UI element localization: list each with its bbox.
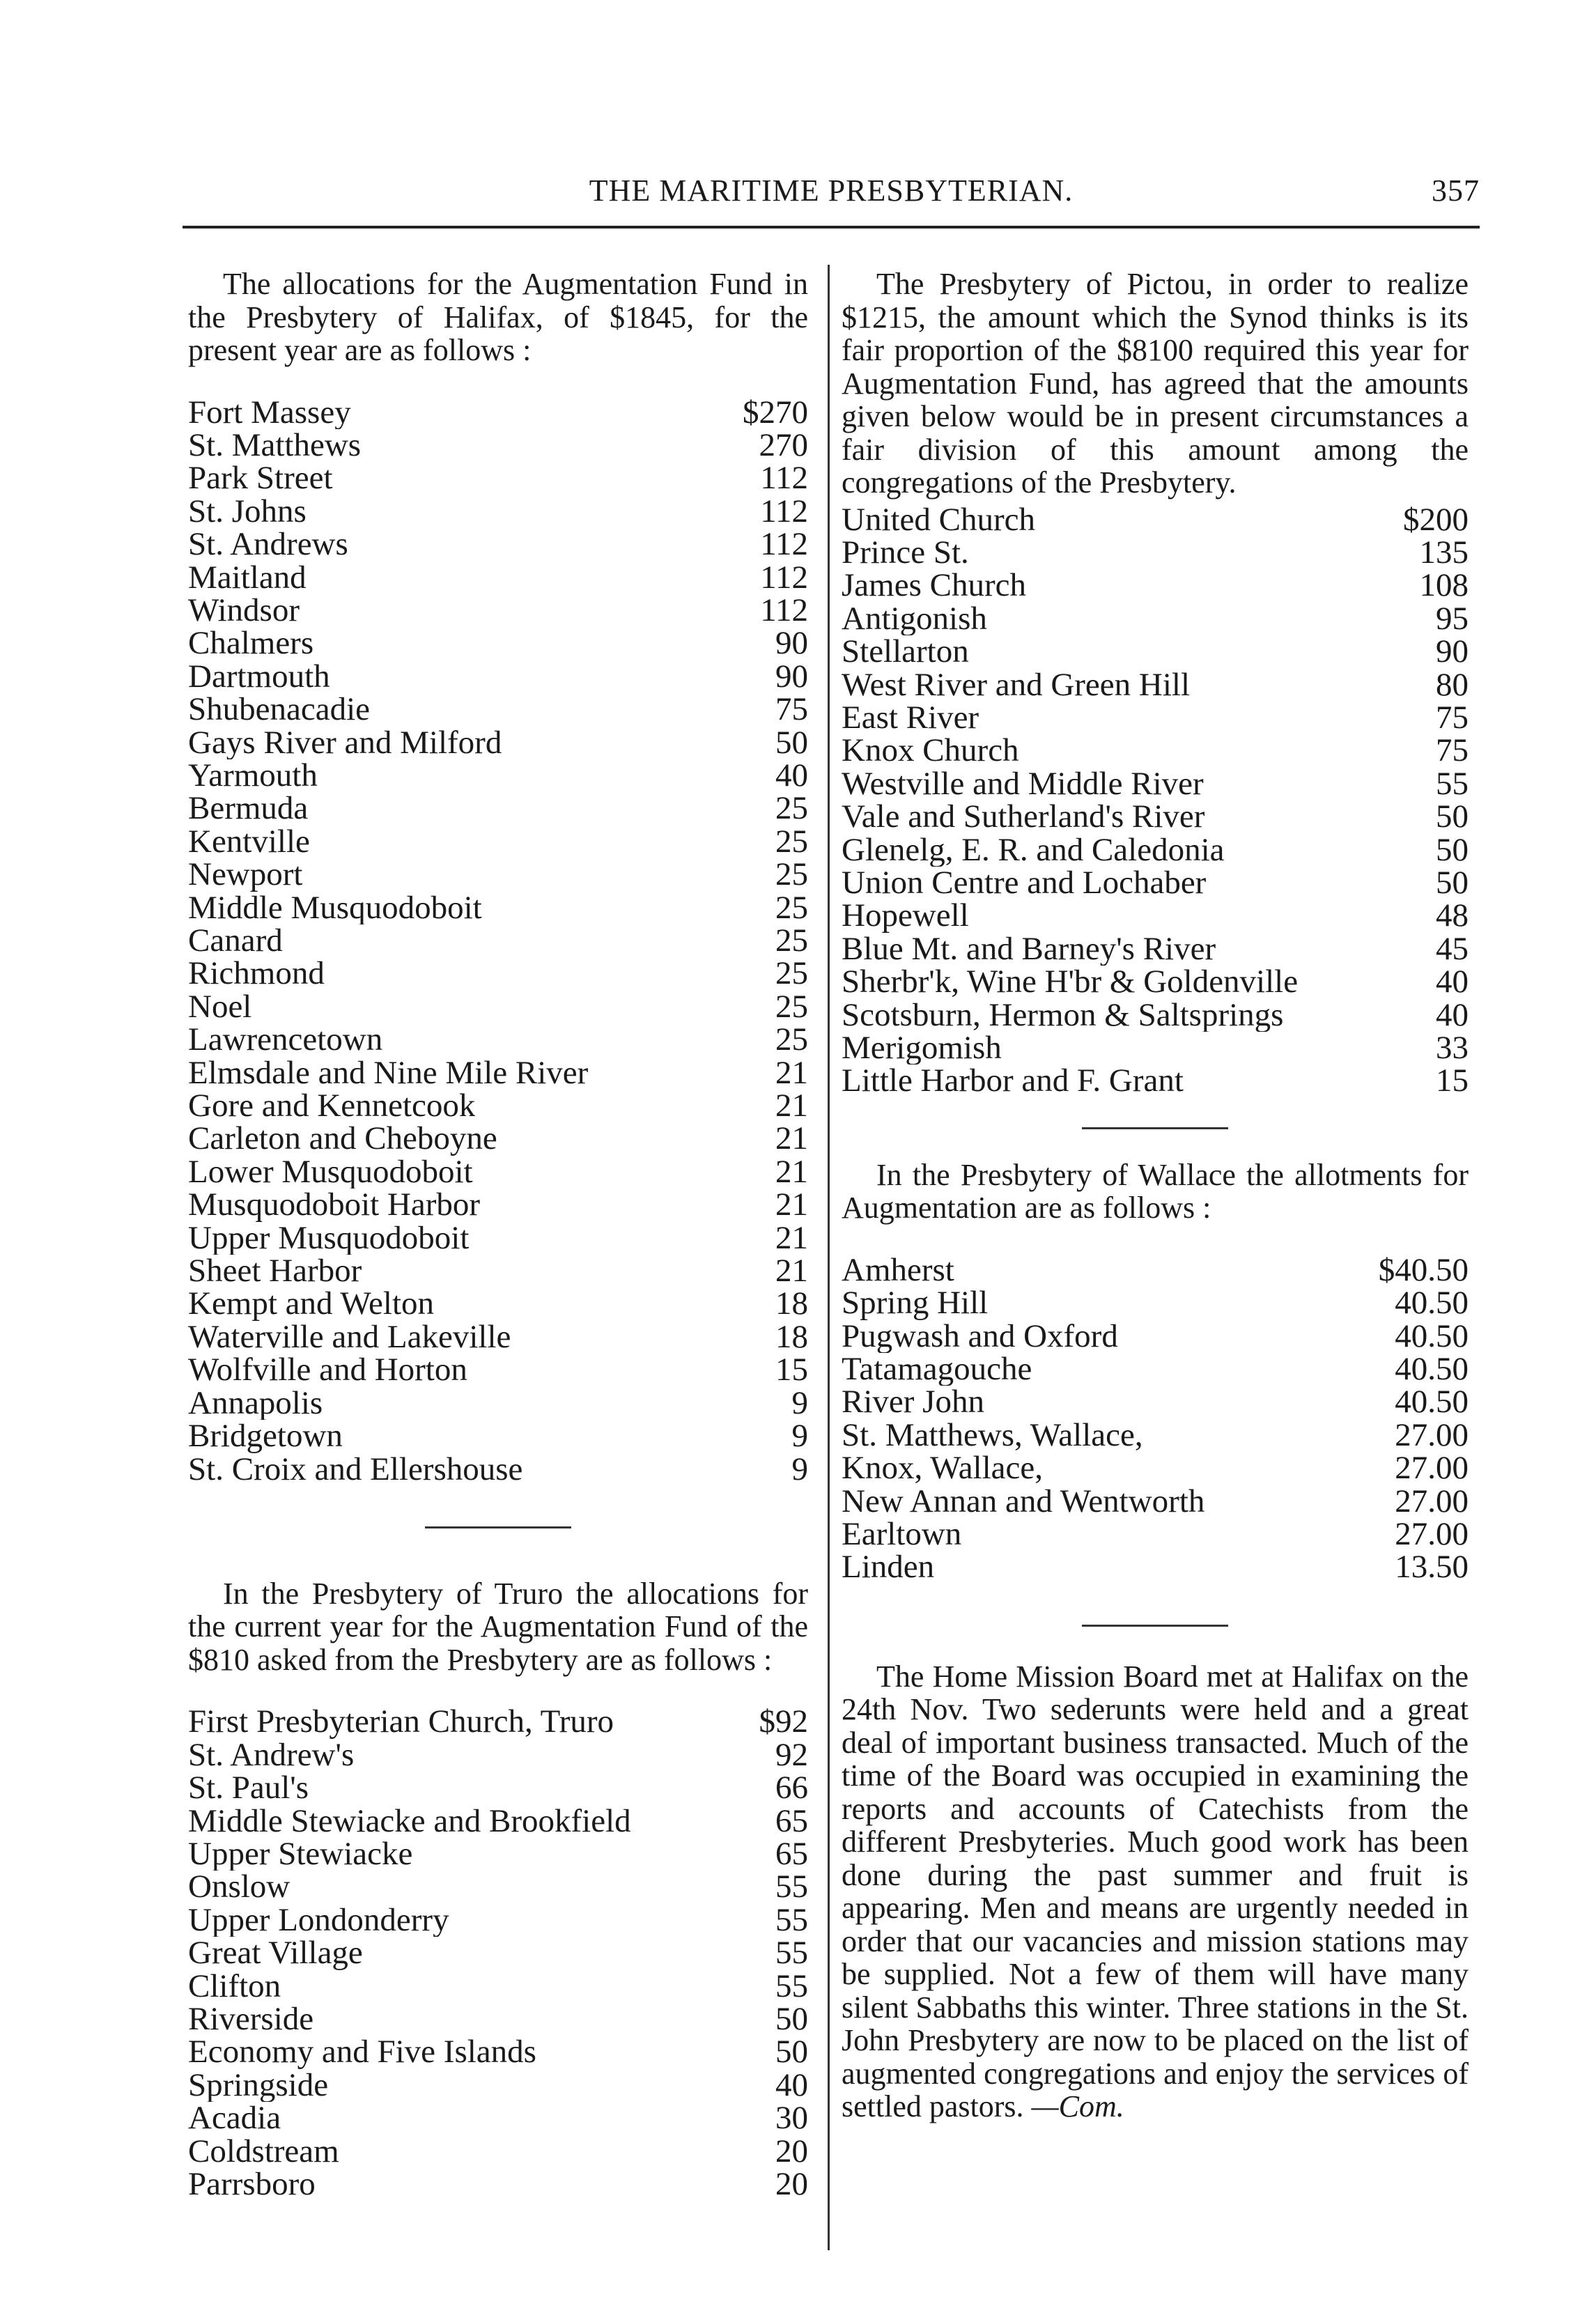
allocation-amount: 40.50: [1395, 1384, 1469, 1421]
congregation-name: Noel: [188, 990, 252, 1024]
list-item: [188, 559, 808, 596]
allocation-amount: $200: [1403, 501, 1469, 538]
allocation-amount: 112: [760, 460, 808, 497]
allocation-amount: 27.00: [1395, 1416, 1469, 1453]
list-item: [842, 734, 1469, 767]
list-item: [188, 1090, 808, 1122]
congregation-name: Economy and Five Islands: [188, 2036, 536, 2069]
congregation-name: St. Matthews: [188, 428, 362, 463]
congregation-name: St. Croix and Ellershouse: [188, 1453, 523, 1486]
truro-allocation-list: [188, 1705, 808, 2201]
list-item: [188, 396, 808, 429]
allocation-amount: 66: [775, 1770, 808, 1806]
congregation-name: Tatamagouche: [842, 1353, 1032, 1386]
pictou-allocation-list: [842, 501, 1469, 1099]
signoff: —Com.: [1031, 2089, 1124, 2124]
list-item: [842, 1485, 1469, 1518]
list-item: [188, 889, 808, 926]
congregation-name: West River and Green Hill: [842, 668, 1191, 702]
allocation-amount: 33: [1436, 1030, 1469, 1066]
allocation-amount: 270: [759, 426, 808, 463]
list-item: [188, 1450, 808, 1487]
allocation-amount: 27.00: [1395, 1516, 1469, 1553]
allocation-amount: 25: [775, 922, 808, 959]
list-item: [842, 765, 1469, 802]
allocation-amount: 112: [760, 526, 808, 563]
allocation-amount: 90: [775, 625, 808, 662]
congregation-name: Parrsboro: [188, 2168, 316, 2201]
list-item: [842, 666, 1469, 703]
congregation-name: Antigonish: [842, 602, 987, 636]
list-item: [188, 2066, 808, 2103]
list-item: [188, 924, 808, 957]
pictou-intro: The Presbytery of Pictou, in order to realize $1215, the amount which the Synod thinks is its fair proportion of the $8100 required this year for Augmentation Fund, has agreed that the amounts given below would be in present circumstances a fair division of this amount among the congregations of the Presbytery.: [842, 267, 1469, 500]
allocation-amount: 48: [1436, 897, 1469, 934]
list-item: [842, 899, 1469, 932]
list-item: [842, 1384, 1469, 1421]
list-item: [188, 693, 808, 726]
congregation-name: Knox, Wallace,: [842, 1452, 1043, 1485]
list-item: [188, 1802, 808, 1839]
allocation-amount: 21: [775, 1153, 808, 1190]
list-item: [188, 591, 808, 628]
allocation-amount: 55: [775, 1935, 808, 1972]
congregation-name: Vale and Sutherland's River: [842, 800, 1205, 834]
allocation-amount: 40.50: [1395, 1317, 1469, 1354]
allocation-amount: 80: [1436, 666, 1469, 703]
allocation-amount: 21: [775, 1253, 808, 1290]
list-item: [842, 1353, 1469, 1386]
allocation-amount: 20: [775, 2133, 808, 2169]
list-item: [188, 2034, 808, 2071]
congregation-name: James Church: [842, 569, 1026, 603]
allocation-amount: 55: [1436, 765, 1469, 802]
allocation-amount: 25: [775, 1021, 808, 1058]
congregation-name: Kentville: [188, 825, 310, 859]
column-divider: [828, 265, 830, 2250]
list-item: [188, 1838, 808, 1871]
allocation-amount: 50: [775, 2034, 808, 2071]
congregation-name: Annapolis: [188, 1386, 323, 1421]
congregation-name: Fort Massey: [188, 396, 351, 429]
congregation-name: Gore and Kennetcook: [188, 1090, 476, 1123]
allocation-amount: 15: [1436, 1062, 1469, 1099]
list-item: [188, 1219, 808, 1256]
list-item: [842, 1062, 1469, 1099]
allocation-amount: 25: [775, 889, 808, 926]
allocation-amount: 135: [1419, 534, 1469, 571]
allocation-amount: 40: [775, 2066, 808, 2103]
allocation-amount: 40: [1436, 996, 1469, 1033]
list-item: [188, 1186, 808, 1223]
allocation-amount: 27.00: [1395, 1483, 1469, 1519]
congregation-name: Carleton and Cheboyne: [188, 1122, 497, 1156]
list-item: [842, 800, 1469, 833]
allocation-amount: 25: [775, 988, 808, 1025]
congregation-name: Glenelg, E. R. and Caledonia: [842, 833, 1225, 867]
allocation-amount: 25: [775, 790, 808, 827]
allocation-amount: 21: [775, 1186, 808, 1223]
list-item: [842, 1551, 1469, 1584]
congregation-name: Sheet Harbor: [188, 1255, 362, 1288]
congregation-name: Park Street: [188, 462, 333, 495]
list-item: [842, 1452, 1469, 1485]
allocation-amount: 15: [775, 1352, 808, 1388]
wallace-intro: In the Presbytery of Wallace the allotments for Augmentation are as follows :: [842, 1157, 1469, 1225]
congregation-name: Musquodoboit Harbor: [188, 1189, 481, 1222]
right-column: [842, 268, 1469, 2123]
congregation-name: Upper Musquodoboit: [188, 1221, 470, 1255]
congregation-name: Blue Mt. and Barney's River: [842, 932, 1216, 966]
allocation-amount: 25: [775, 823, 808, 860]
list-item: [188, 1868, 808, 1905]
allocation-amount: 55: [775, 1901, 808, 1938]
congregation-name: St. Andrews: [188, 528, 348, 562]
congregation-name: Great Village: [188, 1937, 363, 1970]
congregation-name: Linden: [842, 1551, 935, 1584]
list-item: [842, 1416, 1469, 1453]
congregation-name: Stellarton: [842, 635, 969, 669]
congregation-name: Little Harbor and F. Grant: [842, 1065, 1184, 1098]
congregation-name: New Annan and Wentworth: [842, 1485, 1205, 1519]
list-item: [188, 1967, 808, 2004]
list-item: [842, 1032, 1469, 1065]
congregation-name: Sherbr'k, Wine H'br & Goldenville: [842, 966, 1299, 999]
list-item: [842, 1251, 1469, 1288]
list-item: [188, 660, 808, 693]
congregation-name: Bermuda: [188, 792, 309, 826]
allocation-amount: 21: [775, 1054, 808, 1091]
list-item: [842, 1518, 1469, 1551]
congregation-name: Coldstream: [188, 2135, 339, 2169]
allocation-amount: 95: [1436, 600, 1469, 637]
congregation-name: Westville and Middle River: [842, 767, 1204, 801]
congregation-name: Merigomish: [842, 1032, 1002, 1065]
allocation-amount: 9: [791, 1418, 808, 1455]
allocation-amount: 21: [775, 1219, 808, 1256]
allocation-amount: 18: [775, 1285, 808, 1322]
congregation-name: River John: [842, 1386, 984, 1419]
allocation-amount: 92: [775, 1736, 808, 1773]
congregation-name: Scotsburn, Hermon & Saltsprings: [842, 998, 1284, 1032]
allocation-amount: 9: [791, 1384, 808, 1421]
list-item: [842, 1317, 1469, 1354]
list-item: [842, 536, 1469, 569]
congregation-name: Hopewell: [842, 899, 969, 933]
allocation-amount: 40: [775, 757, 808, 794]
congregation-name: First Presbyterian Church, Truro: [188, 1705, 614, 1739]
home-mission-paragraph: [842, 1660, 1469, 2123]
allocation-amount: 21: [775, 1120, 808, 1157]
list-item: [188, 426, 808, 463]
list-item: [188, 1384, 808, 1421]
list-item: [188, 1420, 808, 1453]
list-item: [188, 627, 808, 660]
congregation-name: Kempt and Welton: [188, 1287, 435, 1321]
congregation-name: Knox Church: [842, 734, 1019, 768]
allocation-amount: 50: [1436, 831, 1469, 868]
congregation-name: Union Centre and Lochaber: [842, 866, 1207, 900]
congregation-name: Lower Musquodoboit: [188, 1155, 473, 1189]
allocation-amount: 90: [1436, 633, 1469, 670]
list-item: [842, 569, 1469, 602]
congregation-name: Waterville and Lakeville: [188, 1320, 511, 1354]
list-item: [188, 858, 808, 891]
allocation-amount: 40.50: [1395, 1285, 1469, 1322]
allocation-amount: 112: [760, 559, 808, 596]
allocation-amount: 50: [775, 724, 808, 761]
congregation-name: Richmond: [188, 957, 325, 991]
list-item: [188, 759, 808, 792]
allocation-amount: 50: [1436, 798, 1469, 835]
congregation-name: St. Johns: [188, 495, 307, 529]
congregation-name: Middle Stewiacke and Brookfield: [188, 1804, 631, 1839]
header-rule: [183, 226, 1480, 229]
list-item: [188, 2168, 808, 2201]
congregation-name: Yarmouth: [188, 759, 318, 793]
congregation-name: Lawrencetown: [188, 1023, 383, 1057]
list-item: [188, 495, 808, 528]
list-item: [842, 699, 1469, 736]
allocation-amount: 13.50: [1395, 1549, 1469, 1586]
congregation-name: Gays River and Milford: [188, 726, 502, 759]
list-item: [188, 1287, 808, 1320]
list-item: [188, 1705, 808, 1738]
congregation-name: Dartmouth: [188, 660, 330, 694]
congregation-name: Middle Musquodoboit: [188, 891, 482, 924]
list-item: [842, 864, 1469, 901]
congregation-name: Pugwash and Oxford: [842, 1319, 1118, 1354]
allocation-amount: 112: [760, 493, 808, 529]
allocation-amount: 90: [775, 658, 808, 695]
allocation-amount: 9: [791, 1450, 808, 1487]
list-item: [188, 1054, 808, 1091]
allocation-amount: 45: [1436, 930, 1469, 967]
allocation-amount: 75: [1436, 732, 1469, 769]
allocation-amount: 21: [775, 1088, 808, 1124]
left-column: [188, 268, 808, 2201]
list-item: [842, 1285, 1469, 1322]
list-item: [842, 600, 1469, 637]
congregation-name: Riverside: [188, 2003, 314, 2036]
list-item: [188, 462, 808, 495]
list-item: [842, 996, 1469, 1033]
allocation-amount: 55: [775, 1967, 808, 2004]
allocation-amount: 27.00: [1395, 1450, 1469, 1487]
allocation-amount: 75: [775, 691, 808, 728]
truro-intro: In the Presbytery of Truro the allocations for the current year for the Augmentation Fund of the $810 asked from the Presbytery are as follows :: [188, 1576, 808, 1677]
home-mission-text: The Home Mission Board met at Halifax on the 24th Nov. Two sederunts were held and a great deal of important business transacted. Much of the time of the Board was occupied in examining the reports and accounts of Catechists from the different Presbyteries. Much good work has been done during the past summer and fruit is appearing. Men and means are urgently needed in order that our vacancies and mission stations may be supplied. Not a few of them will have many silent Sabbaths this winter. Three stations in the St. John Presbytery are now to be placed on the list of augmented congregations and enjoy the services of settled pastors.: [842, 1659, 1469, 2124]
congregation-name: Maitland: [188, 561, 307, 594]
congregation-name: Elmsdale and Nine Mile River: [188, 1056, 589, 1090]
congregation-name: Bridgetown: [188, 1420, 343, 1453]
congregation-name: Newport: [188, 858, 303, 892]
list-item: [188, 2135, 808, 2168]
allocation-amount: 50: [1436, 864, 1469, 901]
list-item: [842, 930, 1469, 967]
list-item: [188, 1935, 808, 1972]
page-number: 357: [1432, 173, 1480, 208]
wallace-allotment-list: [842, 1251, 1469, 1586]
allocation-amount: 65: [775, 1802, 808, 1839]
allocation-amount: $40.50: [1378, 1251, 1469, 1288]
list-item: [188, 1736, 808, 1773]
list-item: [188, 792, 808, 825]
list-item: [188, 2003, 808, 2036]
congregation-name: Upper Londonderry: [188, 1903, 449, 1937]
congregation-name: St. Matthews, Wallace,: [842, 1418, 1143, 1453]
congregation-name: Onslow: [188, 1871, 290, 1904]
running-header: [183, 173, 1480, 222]
allocation-amount: 18: [775, 1318, 808, 1355]
list-item: [188, 1023, 808, 1056]
congregation-name: Springside: [188, 2068, 329, 2103]
list-item: [188, 1122, 808, 1155]
allocation-amount: 65: [775, 1836, 808, 1873]
list-item: [188, 1354, 808, 1386]
allocation-amount: 25: [775, 955, 808, 992]
allocation-amount: 30: [775, 2100, 808, 2137]
list-item: [188, 1772, 808, 1804]
list-item: [842, 501, 1469, 538]
halifax-allocation-list: [188, 396, 808, 1486]
list-item: [842, 831, 1469, 868]
congregation-name: United Church: [842, 503, 1036, 536]
congregation-name: East River: [842, 701, 979, 735]
congregation-name: Acadia: [188, 2102, 281, 2135]
allocation-amount: 20: [775, 2166, 808, 2203]
list-item: [842, 635, 1469, 668]
congregation-name: Clifton: [188, 1969, 281, 2004]
allocation-amount: 112: [760, 591, 808, 628]
list-item: [188, 1901, 808, 1938]
list-item: [188, 1253, 808, 1290]
list-item: [188, 988, 808, 1025]
list-item: [188, 2102, 808, 2135]
allocation-amount: 40.50: [1395, 1351, 1469, 1388]
allocation-amount: $92: [759, 1703, 808, 1740]
congregation-name: Windsor: [188, 594, 300, 628]
allocation-amount: 50: [775, 2001, 808, 2038]
congregation-name: St. Paul's: [188, 1772, 309, 1805]
list-item: [188, 1318, 808, 1355]
allocation-amount: 25: [775, 856, 808, 893]
allocation-amount: 75: [1436, 699, 1469, 736]
allocation-amount: 40: [1436, 963, 1469, 1000]
list-item: [188, 528, 808, 561]
list-item: [188, 1153, 808, 1190]
list-item: [188, 823, 808, 860]
congregation-name: Prince St.: [842, 536, 969, 570]
allocation-amount: $270: [743, 394, 808, 431]
congregation-name: Canard: [188, 924, 283, 958]
list-item: [188, 724, 808, 761]
congregation-name: St. Andrew's: [188, 1738, 355, 1772]
allocation-amount: 55: [775, 1868, 808, 1905]
list-item: [842, 963, 1469, 1000]
publication-title: THE MARITIME PRESBYTERIAN.: [589, 173, 1074, 208]
congregation-name: Chalmers: [188, 627, 314, 660]
congregation-name: Wolfville and Horton: [188, 1354, 467, 1387]
congregation-name: Spring Hill: [842, 1287, 989, 1320]
congregation-name: Amherst: [842, 1253, 954, 1287]
halifax-intro: The allocations for the Augmentation Fund in the Presbytery of Halifax, of $1845, for the present year are as follows :: [188, 267, 808, 367]
congregation-name: Upper Stewiacke: [188, 1838, 413, 1871]
congregation-name: Shubenacadie: [188, 693, 371, 727]
congregation-name: Earltown: [842, 1518, 962, 1551]
list-item: [188, 957, 808, 990]
allocation-amount: 108: [1419, 567, 1469, 604]
